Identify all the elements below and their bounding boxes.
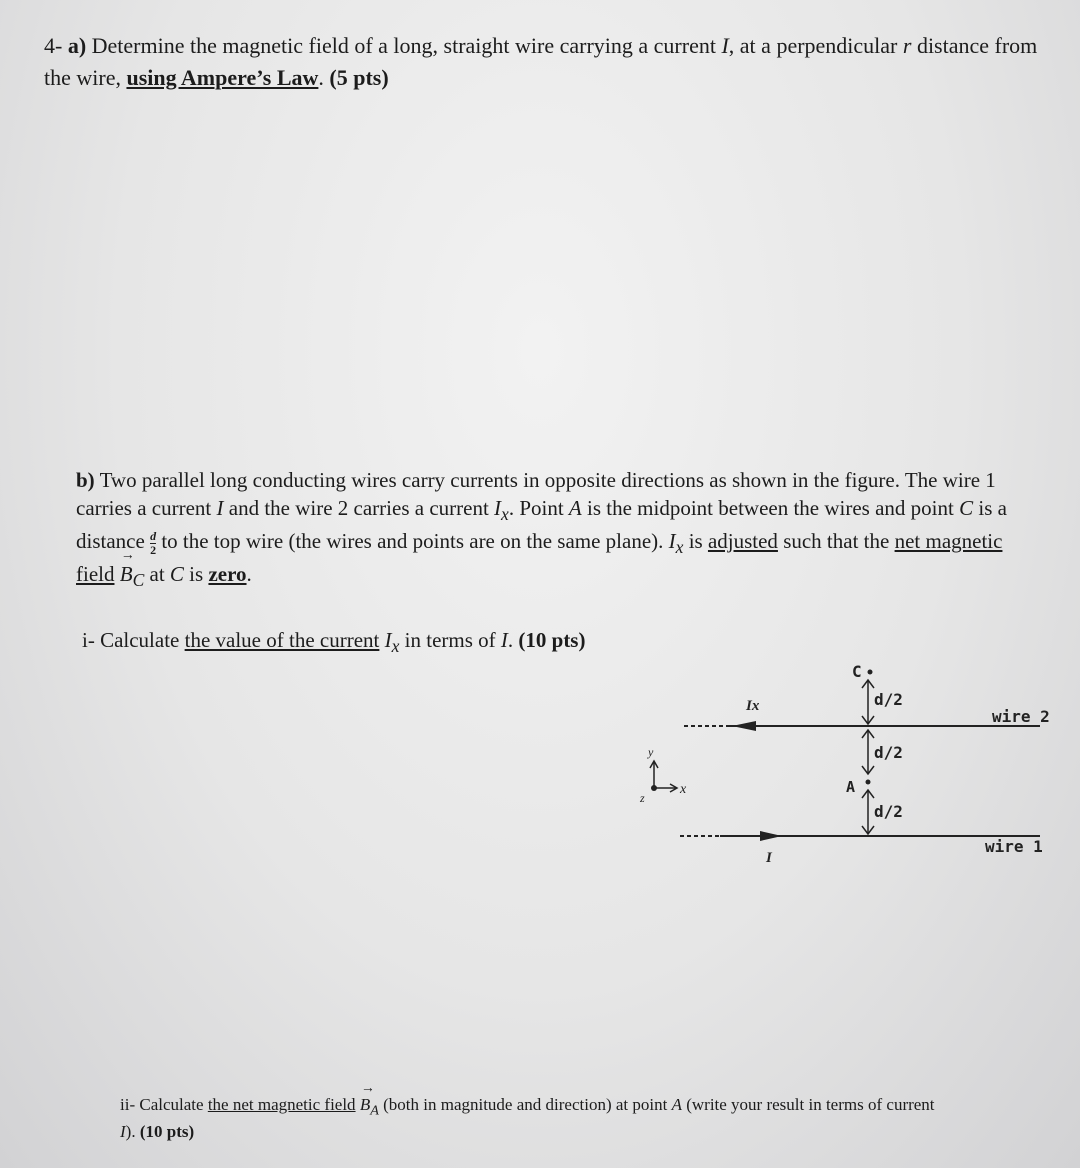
part-b-text: is the midpoint between the wires and point [587, 496, 954, 521]
part-b-text: and the wire 2 carries a current [228, 496, 489, 521]
current-I: I [216, 496, 224, 521]
question-4b-ii [120, 1094, 950, 1143]
current-I: I [120, 1121, 126, 1141]
part-b-ii-text: (both in magnitude and direction) at point [383, 1095, 668, 1114]
part-b-i-points: (10 pts) [518, 628, 586, 652]
B-symbol: B [359, 1095, 371, 1114]
part-b-ii-points: (10 pts) [139, 1121, 195, 1141]
fraction-denominator: 2 [150, 542, 157, 557]
part-a-text-4: . [318, 64, 324, 90]
question-4b [76, 466, 1026, 593]
point-C: C [169, 561, 184, 586]
part-a-text-2: , at a perpendicular [728, 33, 898, 58]
wire-2-arrow-icon [732, 721, 756, 731]
Ix-subscript: x [501, 504, 509, 525]
underlined-net-magnetic-field: net magnetic field [76, 529, 1003, 586]
Ix-symbol: I [494, 496, 502, 521]
part-a-label: a) [67, 33, 87, 58]
part-b-text: is [189, 561, 204, 586]
Ix-subscript: x [675, 537, 684, 558]
part-b-text: such that the [783, 529, 890, 554]
current-Ix [384, 628, 400, 657]
part-b-text: is [688, 529, 703, 554]
Ix-symbol: I [384, 628, 392, 652]
part-b-ii-label: ii- Calculate [120, 1095, 204, 1114]
underlined-net-magnetic-field: the net magnetic field [207, 1095, 356, 1114]
top-current-label: Ix [746, 698, 760, 714]
part-b-i-label: i- Calculate [82, 628, 180, 652]
r-symbol: r [902, 33, 912, 58]
vector-BA [359, 1095, 379, 1119]
dist-label-2: d/2 [874, 743, 903, 762]
underlined-adjusted: adjusted [707, 529, 778, 554]
part-a-text-1: Determine the magnetic field of a long, straight wire carrying a current [91, 33, 716, 58]
x-axis-label: x [680, 782, 687, 797]
current-Ix [494, 496, 509, 525]
wire-1-label: wire 1 [985, 837, 1043, 856]
part-b-text: . [246, 561, 252, 586]
part-b-ii-text: ). [125, 1121, 136, 1141]
fraction-numerator: d [150, 528, 157, 543]
current-I: I [500, 628, 508, 652]
z-axis-dot [651, 785, 657, 791]
dist-label-1: d/2 [874, 690, 903, 709]
current-Ix [668, 529, 684, 558]
part-a-text-3: distance from the wire, [44, 33, 1038, 90]
B-symbol: B [119, 561, 133, 586]
point-A-label: A [846, 778, 856, 796]
z-axis-label: z [640, 791, 645, 805]
point-C: C [959, 496, 974, 521]
underlined-current-value: the value of the current [184, 628, 380, 652]
amperes-law-link: using Ampere’s Law [126, 64, 319, 90]
part-b-text: is a distance [76, 496, 1007, 554]
d-over-2-fraction [150, 530, 156, 557]
underlined-zero: zero [208, 561, 247, 586]
coordinate-axes [639, 745, 687, 805]
part-b-i-text: . [507, 628, 514, 652]
vector-BC [119, 561, 145, 591]
part-b-ii-text: (write your result in terms of current [686, 1095, 935, 1114]
B-subscript: C [132, 570, 145, 591]
point-C-label: C [852, 662, 862, 681]
part-a-points: (5 pts) [329, 64, 389, 90]
part-b-label: b) [76, 468, 95, 492]
part-b-text: at [149, 561, 165, 586]
Ix-symbol: I [668, 529, 676, 554]
part-b-text: . Point [508, 496, 564, 521]
question-4a [44, 30, 1044, 94]
Ix-subscript: x [391, 636, 400, 657]
y-axis-label: y [648, 745, 654, 759]
current-symbol: I [721, 33, 729, 58]
point-A-dot [866, 780, 871, 785]
wire-1-arrow-icon [760, 831, 782, 841]
bottom-current-label: I [766, 850, 772, 866]
dist-label-3: d/2 [874, 802, 903, 821]
point-A: A [671, 1095, 682, 1114]
part-b-text: to the top wire (the wires and points are on the same plane). [161, 529, 664, 554]
wire-diagram [0, 650, 1080, 890]
part-b-text: Two parallel long conducting wires carry currents in opposite directions as shown in the figure. The wire 1 carries a current [76, 468, 996, 521]
question-number: 4- [44, 33, 63, 58]
part-b-i-text: in terms of [404, 628, 496, 652]
B-subscript: A [370, 1102, 379, 1119]
point-A: A [568, 496, 582, 521]
point-C-dot [868, 670, 873, 675]
wire-2-label: wire 2 [992, 707, 1050, 726]
